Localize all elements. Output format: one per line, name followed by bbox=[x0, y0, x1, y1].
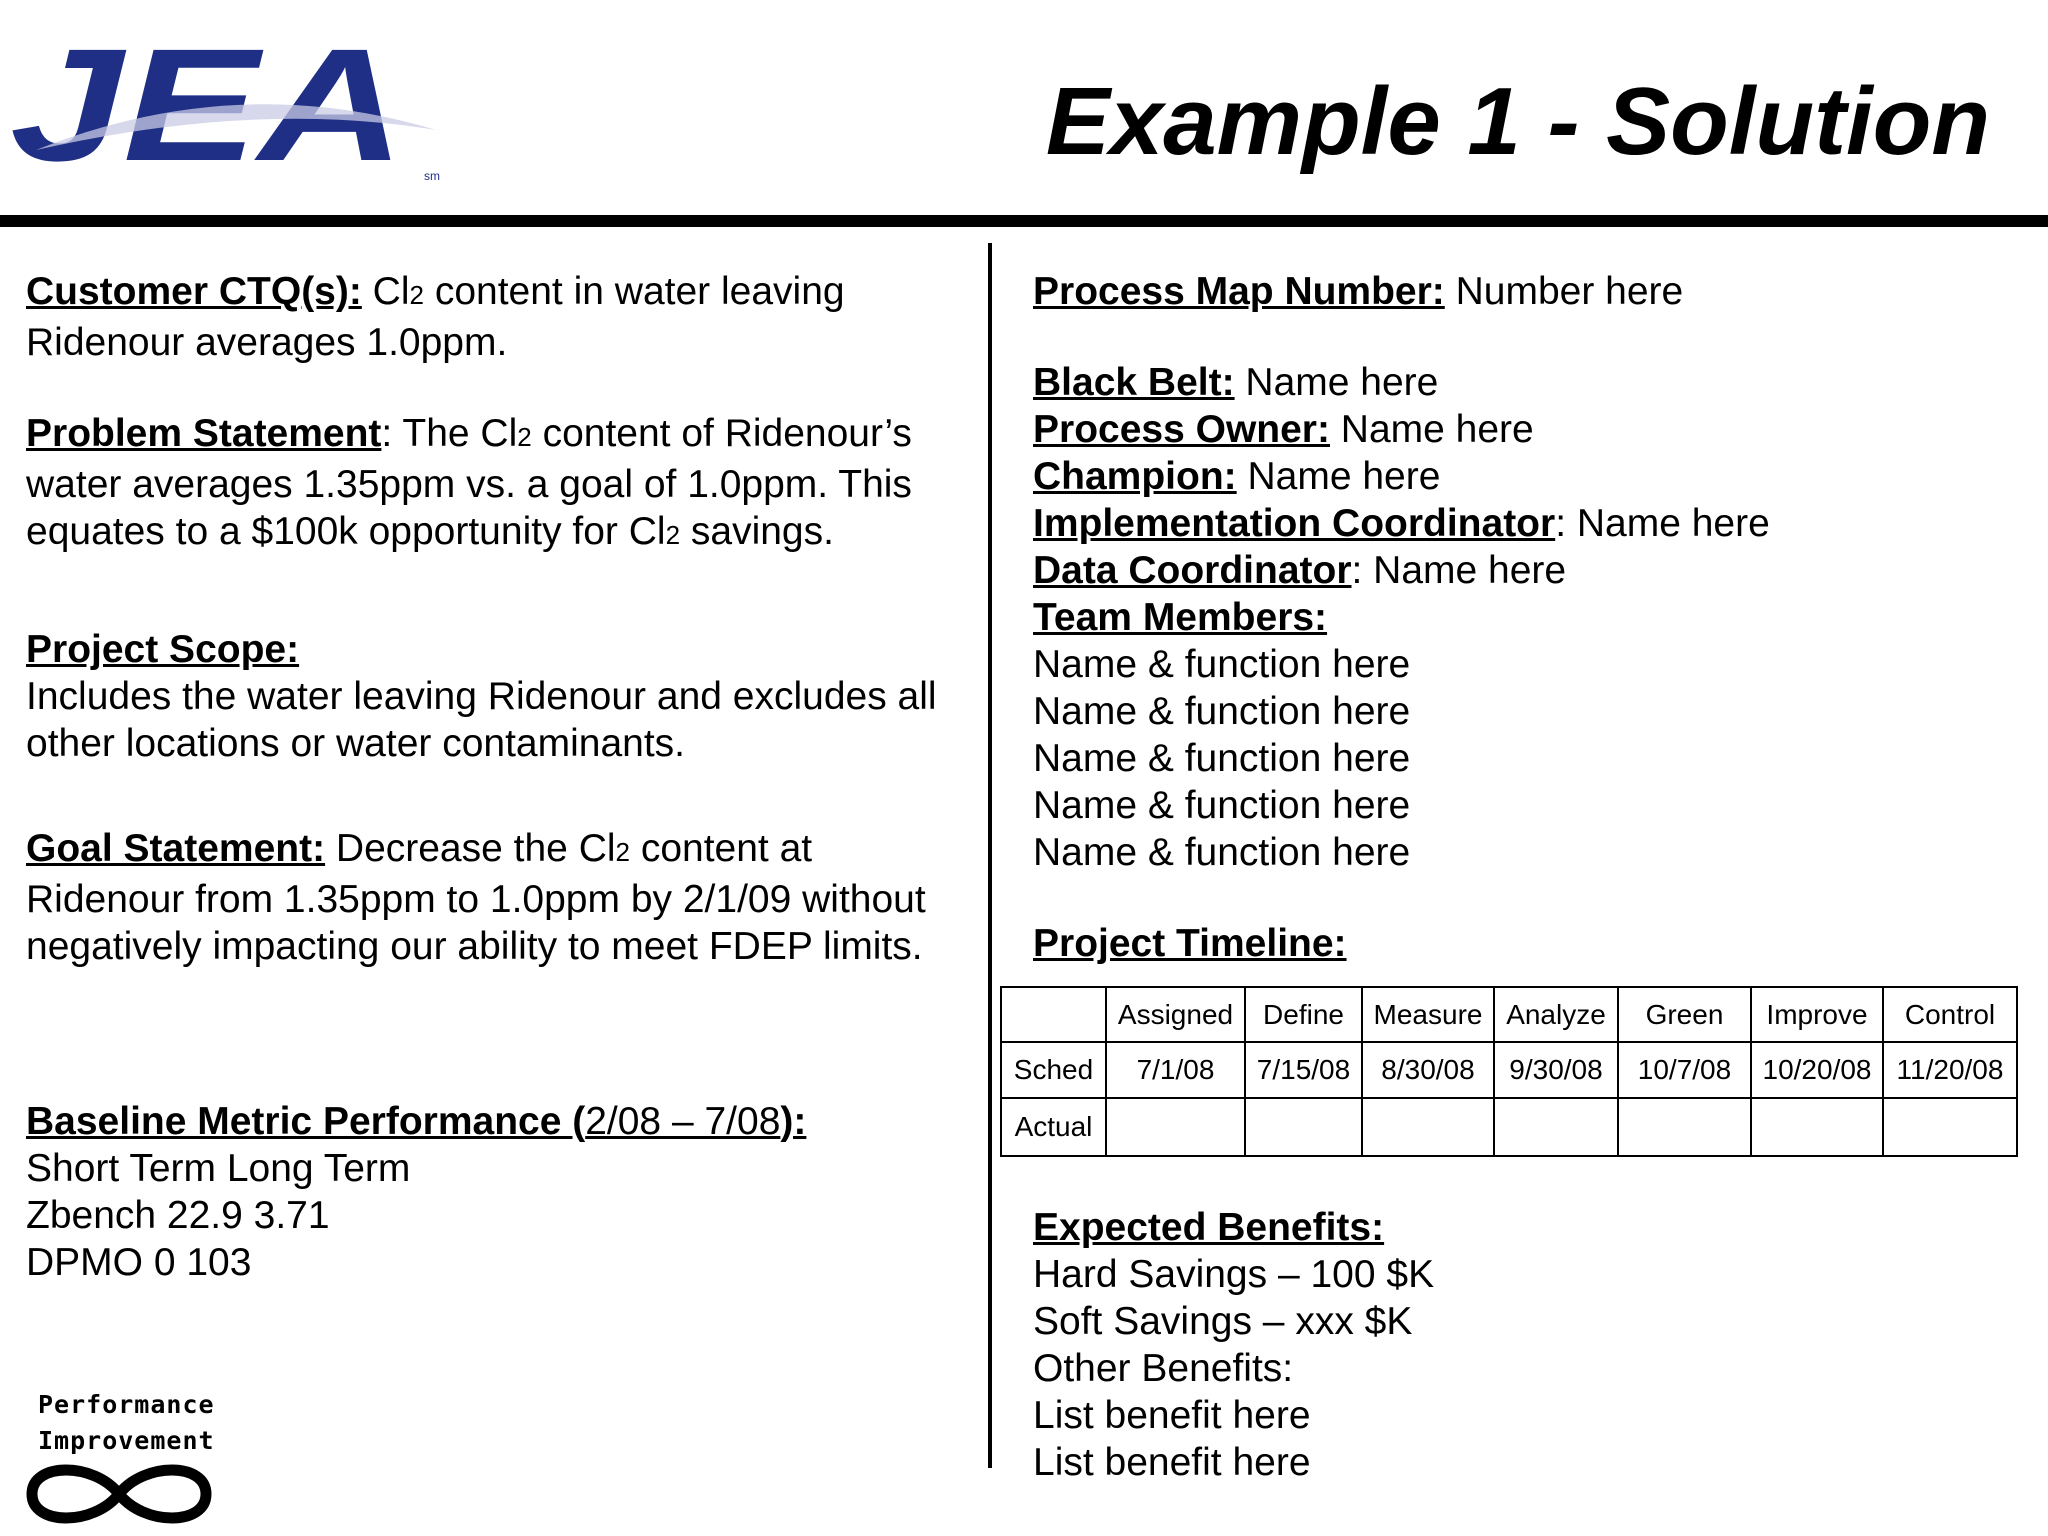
timeline-cell bbox=[1362, 1098, 1494, 1156]
ctq-text-cont: content in water leaving Ridenour averages 1.0ppm. bbox=[26, 270, 845, 364]
process-map-label: Process Map Number: bbox=[1033, 270, 1445, 313]
impl-coordinator-line bbox=[1033, 500, 2023, 547]
benefit-item: List benefit here bbox=[1033, 1394, 1311, 1437]
timeline-cell bbox=[1106, 1098, 1245, 1156]
timeline-cell: 8/30/08 bbox=[1362, 1042, 1494, 1098]
team-members-heading: Team Members: bbox=[1033, 596, 1328, 639]
baseline-period: 2/08 – 7/08 bbox=[585, 1100, 781, 1143]
timeline-cell bbox=[1494, 1098, 1618, 1156]
timeline-sched-row bbox=[1001, 1042, 2017, 1098]
benefit-item: Hard Savings – 100 $K bbox=[1033, 1253, 1435, 1296]
title-divider bbox=[0, 215, 2048, 227]
timeline-cell: 7/15/08 bbox=[1245, 1042, 1362, 1098]
right-column bbox=[1033, 268, 2023, 967]
subscript: 2 bbox=[517, 422, 532, 452]
timeline-cell bbox=[1245, 1098, 1362, 1156]
team-member: Name & function here bbox=[1033, 831, 1411, 874]
left-column bbox=[26, 268, 981, 1286]
timeline-cell: 7/1/08 bbox=[1106, 1042, 1245, 1098]
goal-text-cont: content at Ridenour from 1.35ppm to 1.0ppm by 2/1/09 without negatively impacting our ability to meet FDEP limits. bbox=[26, 827, 926, 968]
logo-text: JEA bbox=[10, 30, 405, 194]
baseline-row: Short Term Long Term bbox=[26, 1147, 411, 1190]
goal-block bbox=[26, 825, 981, 970]
black-belt-value: Name here bbox=[1234, 361, 1439, 404]
data-coordinator-label: Data Coordinator bbox=[1033, 549, 1352, 592]
baseline-heading-end: ): bbox=[780, 1100, 807, 1143]
data-coordinator-line bbox=[1033, 547, 2023, 594]
baseline-row: Zbench 22.9 3.71 bbox=[26, 1194, 330, 1237]
process-owner-line bbox=[1033, 406, 2023, 453]
timeline-cell bbox=[1618, 1098, 1751, 1156]
timeline-cell: 10/7/08 bbox=[1618, 1042, 1751, 1098]
benefits-heading: Expected Benefits: bbox=[1033, 1206, 1385, 1249]
scope-heading: Project Scope: bbox=[26, 628, 300, 671]
timeline-header-cell: Assigned bbox=[1106, 987, 1245, 1042]
benefit-item: Soft Savings – xxx $K bbox=[1033, 1300, 1413, 1343]
subscript: 2 bbox=[409, 280, 424, 310]
team-member: Name & function here bbox=[1033, 784, 1411, 827]
scope-label bbox=[26, 626, 981, 673]
benefit-item: List benefit here bbox=[1033, 1441, 1311, 1484]
benefits-block bbox=[1033, 1204, 2023, 1486]
team-member: Name & function here bbox=[1033, 643, 1411, 686]
timeline-header-cell: Improve bbox=[1751, 987, 1883, 1042]
team-members-label bbox=[1033, 594, 2023, 641]
timeline-cell: 10/20/08 bbox=[1751, 1042, 1883, 1098]
team-member: Name & function here bbox=[1033, 690, 1411, 733]
champion-line bbox=[1033, 453, 2023, 500]
process-map-line bbox=[1033, 268, 2023, 315]
timeline-table bbox=[1000, 986, 2018, 1157]
champion-label: Champion: bbox=[1033, 455, 1237, 498]
timeline-cell: 11/20/08 bbox=[1883, 1042, 2017, 1098]
performance-improvement-logo bbox=[24, 1382, 224, 1532]
baseline-label bbox=[26, 1098, 981, 1145]
problem-text-cont: content of Ridenour’s water averages 1.35ppm vs. a goal of 1.0ppm. This equates to a $100k opportunity for Cl bbox=[26, 412, 912, 553]
infinity-icon bbox=[24, 1458, 214, 1530]
problem-label: Problem Statement bbox=[26, 412, 382, 455]
timeline-heading: Project Timeline: bbox=[1033, 922, 1347, 965]
timeline-header-cell bbox=[1001, 987, 1106, 1042]
benefit-item: Other Benefits: bbox=[1033, 1347, 1294, 1390]
scope-text: Includes the water leaving Ridenour and excludes all other locations or water contaminants. bbox=[26, 675, 937, 765]
process-owner-value: Name here bbox=[1329, 408, 1534, 451]
ctq-block bbox=[26, 268, 981, 366]
baseline-row: DPMO 0 103 bbox=[26, 1241, 252, 1284]
timeline-actual-row bbox=[1001, 1098, 2017, 1156]
logo-service-mark: sm bbox=[424, 169, 440, 183]
timeline-header-cell: Control bbox=[1883, 987, 2017, 1042]
timeline-header-cell: Green bbox=[1618, 987, 1751, 1042]
pi-logo-line2: Improvement bbox=[38, 1426, 215, 1455]
timeline-cell: Actual bbox=[1001, 1098, 1106, 1156]
process-owner-label: Process Owner: bbox=[1033, 408, 1330, 451]
benefits-label bbox=[1033, 1204, 2023, 1251]
pi-logo-line1: Performance bbox=[38, 1390, 215, 1419]
impl-coordinator-value: : Name here bbox=[1555, 502, 1770, 545]
impl-coordinator-label: Implementation Coordinator bbox=[1033, 502, 1556, 545]
timeline-header-cell: Analyze bbox=[1494, 987, 1618, 1042]
goal-label: Goal Statement: bbox=[26, 827, 326, 870]
subscript: 2 bbox=[665, 520, 681, 550]
ctq-text: Cl bbox=[361, 270, 410, 313]
black-belt-line bbox=[1033, 359, 2023, 406]
problem-text-end: savings. bbox=[680, 510, 834, 553]
process-map-value: Number here bbox=[1444, 270, 1684, 313]
timeline-label bbox=[1033, 920, 2023, 967]
column-divider bbox=[988, 243, 992, 1468]
baseline-heading: Baseline Metric Performance ( bbox=[26, 1100, 586, 1143]
timeline-cell bbox=[1751, 1098, 1883, 1156]
timeline-cell: 9/30/08 bbox=[1494, 1042, 1618, 1098]
timeline-header-cell: Define bbox=[1245, 987, 1362, 1042]
champion-value: Name here bbox=[1236, 455, 1441, 498]
slide-title: Example 1 - Solution bbox=[1045, 68, 1990, 175]
subscript: 2 bbox=[615, 837, 630, 867]
jea-logo bbox=[6, 30, 476, 195]
problem-text: : The Cl bbox=[381, 412, 518, 455]
black-belt-label: Black Belt: bbox=[1033, 361, 1235, 404]
timeline-cell: Sched bbox=[1001, 1042, 1106, 1098]
team-member: Name & function here bbox=[1033, 737, 1411, 780]
ctq-label: Customer CTQ(s): bbox=[26, 270, 362, 313]
goal-text: Decrease the Cl bbox=[325, 827, 616, 870]
timeline-header-cell: Measure bbox=[1362, 987, 1494, 1042]
data-coordinator-value: : Name here bbox=[1351, 549, 1567, 592]
problem-block bbox=[26, 410, 981, 559]
timeline-cell bbox=[1883, 1098, 2017, 1156]
timeline-header-row bbox=[1001, 987, 2017, 1042]
